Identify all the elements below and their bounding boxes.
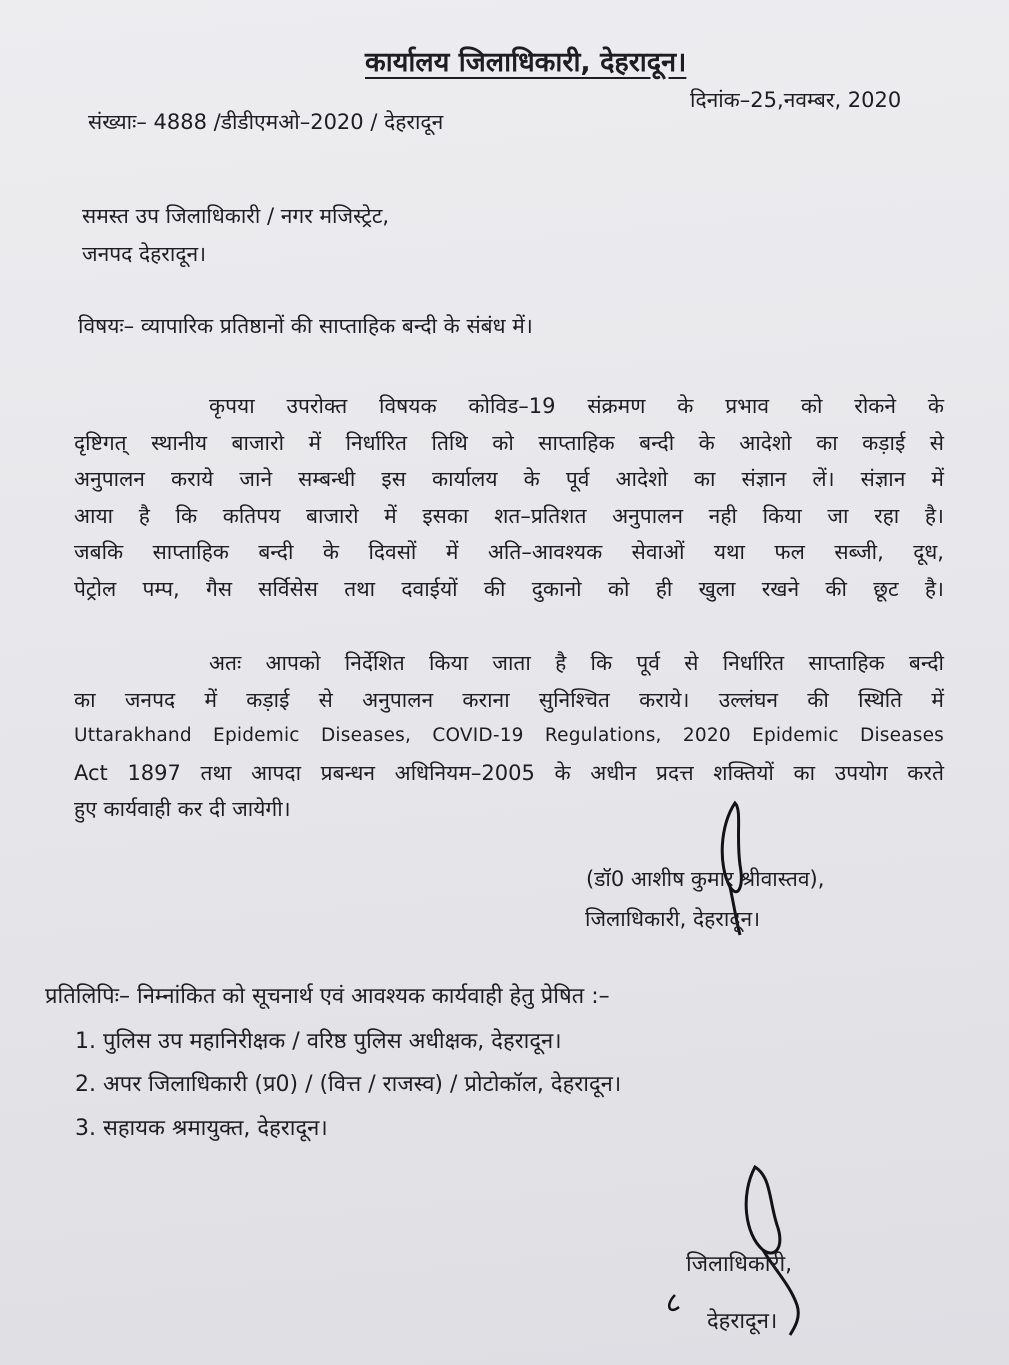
- reference-number: संख्याः– 4888 /डीडीएमओ–2020 / देहरादून: [88, 110, 444, 134]
- footer-place: देहरादून।: [707, 1309, 778, 1334]
- paragraph-line: Uttarakhand Epidemic Diseases, COVID-19 Regulations, 2020 Epidemic Diseases: [74, 725, 944, 746]
- paragraph-line: कृपया उपरोक्त विषयक कोविड–19 संक्रमण के प्रभाव को रोकने के: [209, 394, 944, 418]
- paragraph-line: पेट्रोल पम्प, गैस सर्विसेस तथा दवाईयों की दुकानो को ही खुला रखने की छूट है।: [74, 576, 944, 601]
- addressee-line: जनपद देहरादून।: [82, 242, 207, 266]
- paragraph-line: अनुपालन कराये जाने सम्बन्धी इस कार्यालय के पूर्व आदेशो का संज्ञान लें। संज्ञान में: [74, 467, 944, 491]
- footer-designation: जिलाधिकारी,: [686, 1252, 793, 1277]
- addressee-line: समस्त उप जिलाधिकारी / नगर मजिस्ट्रेट,: [82, 204, 390, 228]
- office-title: कार्यालय जिलाधिकारी, देहरादून।: [365, 47, 687, 78]
- paragraph-line: जबकि साप्ताहिक बन्दी के दिवसों में अति–आवश्यक सेवाओं यथा फल सब्जी, दूध,: [74, 540, 944, 564]
- body-paragraph-2: [74, 645, 944, 828]
- subject-line: विषयः– व्यापारिक प्रतिष्ठानों की साप्ताहिक बन्दी के संबंध में।: [78, 314, 533, 338]
- signatory-designation: जिलाधिकारी, देहरादून।: [585, 907, 761, 931]
- paragraph-line: का जनपद में कड़ाई से अनुपालन कराना सुनिश्चित कराये। उल्लंघन की स्थिति में: [74, 687, 944, 712]
- paragraph-line: अतः आपको निर्देशित किया जाता है कि पूर्व से निर्धारित साप्ताहिक बन्दी: [209, 651, 944, 675]
- copy-to-item: 3. सहायक श्रमायुक्त, देहरादून।: [75, 1116, 328, 1141]
- paragraph-line: हुए कार्यवाही कर दी जायेगी।: [74, 797, 291, 821]
- body-paragraph-1: [74, 388, 944, 607]
- paragraph-line: आया है कि कतिपय बाजारो में इसका शत–प्रतिशत अनुपालन नही किया जा रहा है।: [74, 503, 944, 528]
- copy-to-item: 2. अपर जिलाधिकारी (प्र0) / (वित्त / राजस्व) / प्रोटोकॉल, देहरादून।: [75, 1072, 622, 1097]
- copy-to-item: 1. पुलिस उप महानिरीक्षक / वरिष्ठ पुलिस अधीक्षक, देहरादून।: [75, 1029, 562, 1054]
- letter-date: दिनांक–25,नवम्बर, 2020: [690, 88, 902, 112]
- paragraph-line: Act 1897 तथा आपदा प्रबन्धन अधिनियम–2005 के अधीन प्रदत्त शक्तियों का उपयोग करते: [74, 760, 944, 785]
- addressee-block: [82, 197, 389, 273]
- signatory-name: (डॉ0 आशीष कुमार श्रीवास्तव),: [586, 867, 825, 891]
- paragraph-line: दृष्टिगत् स्थानीय बाजारो में निर्धारित तिथि को साप्ताहिक बन्दी के आदेशो का कड़ाई से: [74, 430, 944, 455]
- copy-to-heading: प्रतिलिपिः– निम्नांकित को सूचनार्थ एवं आवश्यक कार्यवाही हेतु प्रेषित :–: [45, 984, 610, 1009]
